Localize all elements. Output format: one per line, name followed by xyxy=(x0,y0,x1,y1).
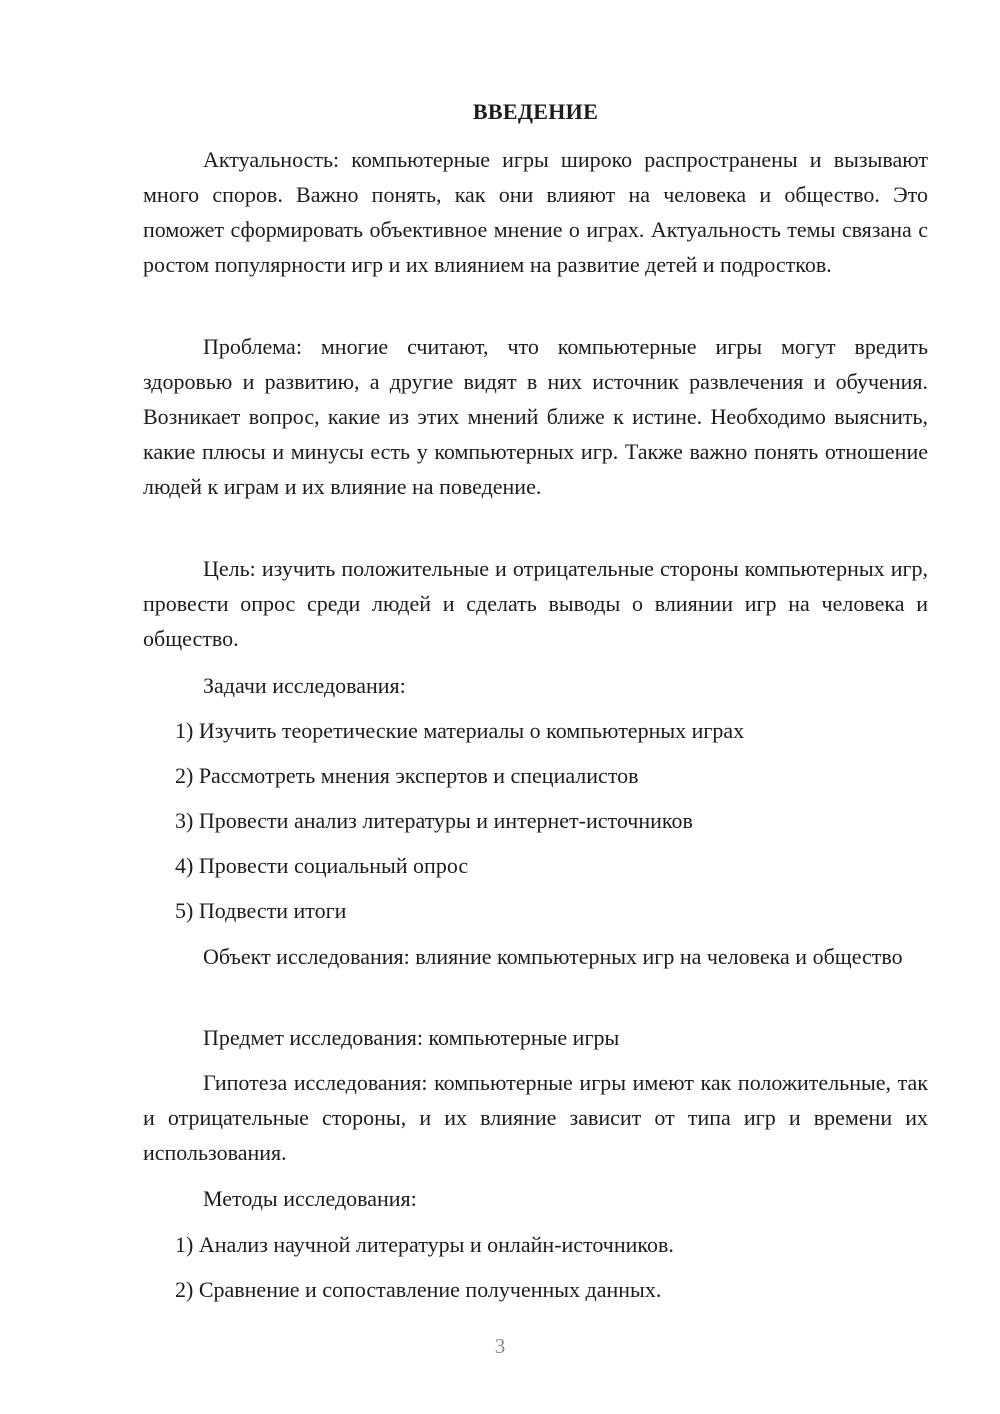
page-number: 3 xyxy=(494,1334,506,1358)
task-item: 1) Изучить теоретические материалы о компьютерных играх xyxy=(175,718,745,743)
task-item: 4) Провести социальный опрос xyxy=(175,853,469,878)
method-item: 1) Анализ научной литературы и онлайн-источников. xyxy=(175,1232,674,1257)
relevance-paragraph: Актуальность: компьютерные игры широко распространены и вызывают много споров. Важно понять, как они влияют на человека и общество. Это поможет сформировать объективное мнение о играх. Актуальность темы связана с ростом популярности игр и их влиянием на развитие детей и подростков. xyxy=(143,147,928,277)
hypothesis-paragraph: Гипотеза исследования: компьютерные игры имеют как положительные, так и отрицательные стороны, и их влияние зависит от типа игр и времени их использования. xyxy=(143,1070,928,1165)
methods-heading: Методы исследования: xyxy=(203,1186,417,1211)
task-item: 2) Рассмотреть мнения экспертов и специалистов xyxy=(175,763,639,788)
goal-paragraph: Цель: изучить положительные и отрицательные стороны компьютерных игр, провести опрос среди людей и сделать выводы о влиянии игр на человека и общество. xyxy=(143,556,928,651)
section-heading: ВВЕДЕНИЕ xyxy=(472,99,599,124)
task-item: 3) Провести анализ литературы и интернет-источников xyxy=(175,808,693,833)
task-item: 5) Подвести итоги xyxy=(175,898,347,923)
subject-paragraph: Предмет исследования: компьютерные игры xyxy=(203,1025,620,1050)
tasks-heading: Задачи исследования: xyxy=(203,673,406,698)
method-item: 2) Сравнение и сопоставление полученных данных. xyxy=(175,1277,662,1302)
problem-paragraph: Проблема: многие считают, что компьютерные игры могут вредить здоровью и развитию, а другие видят в них источник развлечения и обучения. Возникает вопрос, какие из этих мнений ближе к истине. Необходимо выяснить, какие плюсы и минусы есть у компьютерных игр. Также важно понять отношение людей к играм и их влияние на поведение. xyxy=(143,334,928,499)
object-paragraph: Объект исследования: влияние компьютерных игр на человека и общество xyxy=(203,944,903,969)
